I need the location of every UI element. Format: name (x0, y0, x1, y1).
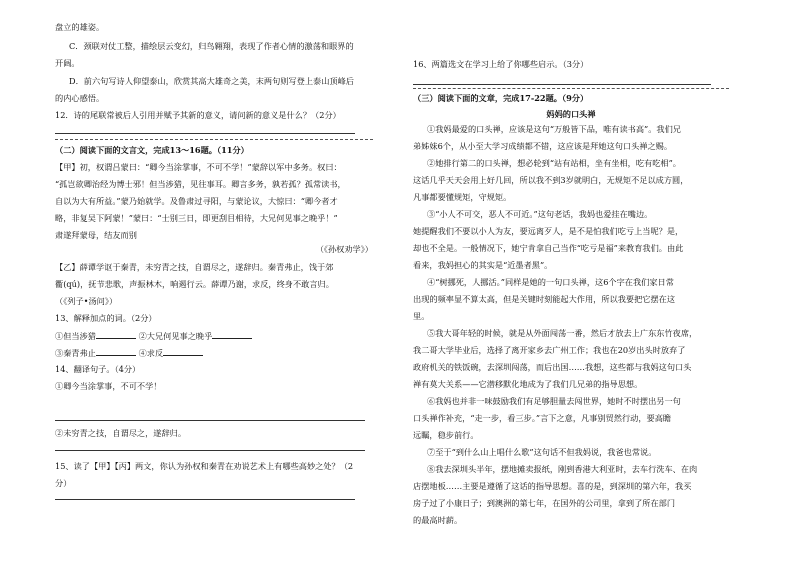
question-13: 13、解释加点的词。（2分） (55, 313, 157, 323)
question-13-row-2 (55, 347, 203, 358)
option-d-line: D．前六句写诗人仰望泰山，欣赏其高大雄奇之美，末两句则写登上泰山顶峰后 (69, 76, 354, 86)
article-line: 禅有莫大关系——它潜移默化地成为了我们几兄弟的指导思想。 (413, 379, 643, 389)
article-line: 远瞩，稳步前行。 (413, 430, 479, 440)
answer-line-14-1 (55, 420, 365, 421)
passage-jia-line: 略，非复吴下阿蒙！”蒙曰：“士别三日，即更刮目相待，大兄何见事之晚乎！” (55, 213, 338, 223)
article-line: ⑦至于“到什么山上唱什么歌”这句话不但我妈说，我爸也常说。 (427, 447, 657, 457)
article-line: 看来，我妈担心的其实是“近墨者黑”。 (413, 260, 553, 270)
passage-jia-source: （《孙权劝学》） (315, 244, 373, 254)
answer-line-16 (413, 84, 711, 85)
answer-line-12 (55, 133, 355, 134)
question-15: 15、读了【甲】【丙】两文，你认为孙权和秦青在劝说艺术上有哪些高妙之处？（2 (55, 461, 354, 471)
question-13-row-1 (55, 330, 252, 341)
article-line: 我二哥大学毕业后，选择了离开家乡去广州工作；我也在20岁出头时放弃了 (413, 345, 686, 355)
question-14: 14、翻译句子。（4分） (55, 364, 141, 374)
question-12: 12．诗的尾联常被后人引用并赋予其新的意义，请问新的意义是什么？（2分） (55, 110, 341, 120)
article-line: 政府机关的铁饭碗，去深圳闯荡，而后出国……我想，这些都与我妈这句口头 (413, 362, 692, 372)
option-c-end: 开阔。 (55, 58, 80, 68)
article-line: 出现的频率显不算太高，但是关键时刻能起大作用，所以我要把它摆在这 (413, 294, 676, 304)
section-separator (55, 139, 373, 140)
article-title: 妈妈的口头禅 (546, 109, 596, 119)
question-16: 16、两篇选文在学习上给了你哪些启示。（3分） (413, 59, 589, 69)
answer-blank-13a[interactable] (96, 330, 136, 339)
article-line: 房子过了小康日子；到澳洲的第七年，在国外的公司里，拿到了所在部门 (413, 498, 676, 508)
article-line: ①我妈最爱的口头禅，应该是这句“万般皆下品，唯有读书高”。我们兄 (427, 124, 681, 134)
article-line: 弟姊妹6个，从小至大学习成绩都不错，这应该是拜她这句口头禅之赐。 (413, 141, 673, 151)
article-line: ③“小人不可交，恶人不可近。”这句老话，我妈也爱挂在嘴边。 (427, 209, 653, 219)
question-15-end: 分） (55, 478, 72, 488)
passage-jia-line: 肃遂拜蒙母，结友而别 (55, 230, 137, 240)
option-c-line: C．颈联对仗工整，描绘层云变幻，归鸟翱翔，表现了作者心情的激荡和眼界的 (69, 41, 354, 51)
article-line: ④“树挪死，人挪活。”同样是她的一句口头禅，这6个字在我们家日常 (427, 277, 674, 287)
section-3-title: （三）阅读下面的文章，完成17-22题。（9分） (413, 93, 589, 103)
question-13b: ②大兄何见事之晚乎 (138, 331, 213, 341)
passage-jia-line: 自以为大有所益。”蒙乃始就学。及鲁肃过寻阳，与蒙论议，大惊曰：“卿今者才 (55, 196, 338, 206)
article-line: ⑥我妈也并非一味鼓励我们有足够胆量去闯世界，她时不时摆出另一句 (427, 396, 681, 406)
question-14-2: ②未穷青之技，自谓尽之，遂辞归。 (55, 428, 187, 438)
passage-jia-line: “孤岂欲卿治经为博士邪！但当涉猎，见往事耳。卿言多务，孰若孤？孤常读书， (55, 179, 346, 189)
answer-line-14-2 (55, 450, 365, 451)
answer-line-15 (55, 499, 355, 500)
option-d-end: 的内心感悟。 (55, 93, 105, 103)
passage-yi-line: 衢(qú)，抚节悲歌，声振林木，响遏行云。薛谭乃谢，求反，终身不敢言归。 (55, 279, 334, 289)
question-14-1: ①卿今当涂掌事，不可不学！ (55, 381, 162, 391)
passage-yi-source: （《列子•汤问》） (55, 296, 118, 306)
article-line: 却也不全是。一般情况下，她宁肯拿自己当作“吃亏是福”来教育我们。由此 (413, 243, 684, 253)
article-line: 口头禅作补充，“走一步，看三步。”言下之意，凡事别贸然行动，要高瞻 (413, 413, 672, 423)
article-line: ⑧我去深圳头半年，摆地摊卖报纸，刚到香港大利亚时，去车行洗车、在肉 (427, 464, 698, 474)
section-separator (413, 88, 729, 89)
article-line: ②她排行第二的口头禅，想必轮到“站有站相，坐有坐相，吃有吃相”。 (427, 158, 681, 168)
answer-blank-13d[interactable] (163, 347, 203, 356)
question-13c: ③秦青弗止 (55, 348, 96, 358)
article-line: ⑤我大哥年轻的时候，就是从外面闯荡一番，然后才放去上广东东竹夜席， (427, 328, 698, 338)
article-line: 的最高时薪。 (413, 515, 463, 525)
option-b-end: 盘立的雄姿。 (55, 22, 105, 32)
article-line: 里。 (413, 311, 430, 321)
passage-yi-line: 【乙】薛谭学讴于秦青，未穷青之技，自谓尽之，遂辞归。秦青弗止，饯于郊 (55, 262, 334, 272)
question-13d: ④求反 (138, 348, 164, 358)
passage-jia-line: 【甲】初，权谓吕蒙曰：“卿今当涂掌事，不可不学！”蒙辞以军中多务。权曰： (55, 162, 342, 172)
section-2-title: （二）阅读下面的文言文，完成13～16题。（11分） (55, 145, 249, 155)
article-line: 这话几乎天天会用上好几回，所以我不到3岁就明白，无规矩不足以成方圆， (413, 175, 689, 185)
article-line: 店摆地板……主要是遵循了这话的指导思想。喜的是，到深圳的第六年，我买 (413, 481, 692, 491)
article-line: 她提醒我们不要以小人为友，要远离歹人，是不是怕我们吃亏上当呢？是， (413, 226, 684, 236)
answer-blank-13b[interactable] (212, 330, 252, 339)
question-13a: ①但当涉猎 (55, 331, 96, 341)
article-line: 凡事都要懂规矩，守规矩。 (413, 192, 512, 202)
answer-blank-13c[interactable] (96, 347, 136, 356)
